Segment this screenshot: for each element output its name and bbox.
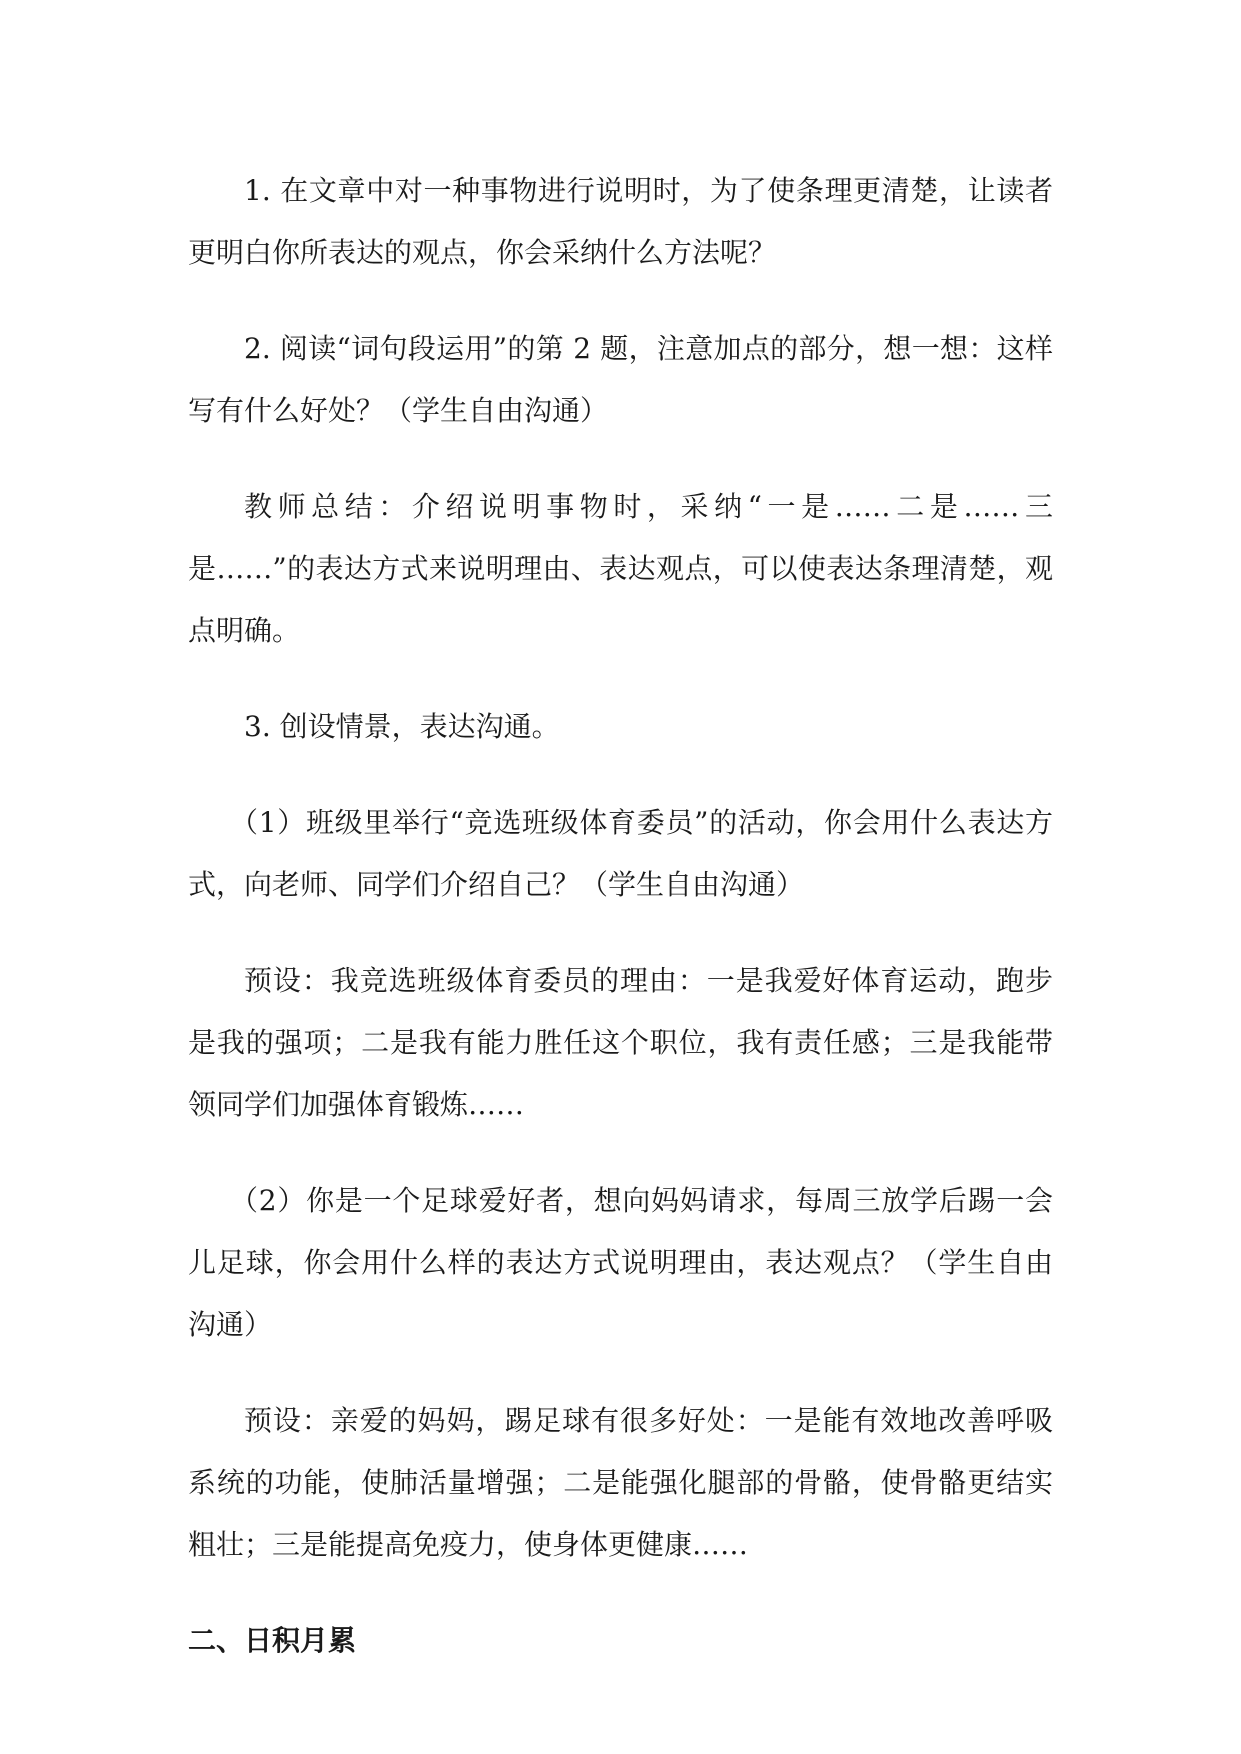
paragraph-question-2: 2. 阅读“词句段运用”的第 2 题，注意加点的部分，想一想：这样写有什么好处？（学生自由沟通） (188, 332, 1053, 427)
paragraph-preset-2: 预设：亲爱的妈妈，踢足球有很多好处：一是能有效地改善呼吸系统的功能，使肺活量增强；二是能强化腿部的骨骼，使骨骼更结实粗壮；三是能提高免疫力，使身体更健康…… (188, 1404, 1053, 1561)
paragraph-question-1: 1. 在文章中对一种事物进行说明时，为了使条理更清楚，让读者更明白你所表达的观点，你会采纳什么方法呢？ (188, 174, 1053, 269)
section-heading: 二、日积月累 (188, 1624, 357, 1657)
paragraph-teacher-summary: 教师总结：介绍说明事物时，采纳“一是……二是……三是……”的表达方式来说明理由、表达观点，可以使表达条理清楚，观点明确。 (188, 490, 1053, 647)
paragraph-step-3: 3. 创设情景，表达沟通。 (244, 710, 560, 743)
paragraph-scenario-1: （1）班级里举行“竞选班级体育委员”的活动，你会用什么表达方式，向老师、同学们介绍自己？（学生自由沟通） (188, 806, 1053, 901)
paragraph-scenario-2: （2）你是一个足球爱好者，想向妈妈请求，每周三放学后踢一会儿足球，你会用什么样的表达方式说明理由，表达观点？（学生自由沟通） (188, 1184, 1053, 1341)
paragraph-preset-1: 预设：我竞选班级体育委员的理由：一是我爱好体育运动，跑步是我的强项；二是我有能力胜任这个职位，我有责任感；三是我能带领同学们加强体育锻炼…… (188, 964, 1053, 1121)
document-body (188, 160, 1053, 1672)
